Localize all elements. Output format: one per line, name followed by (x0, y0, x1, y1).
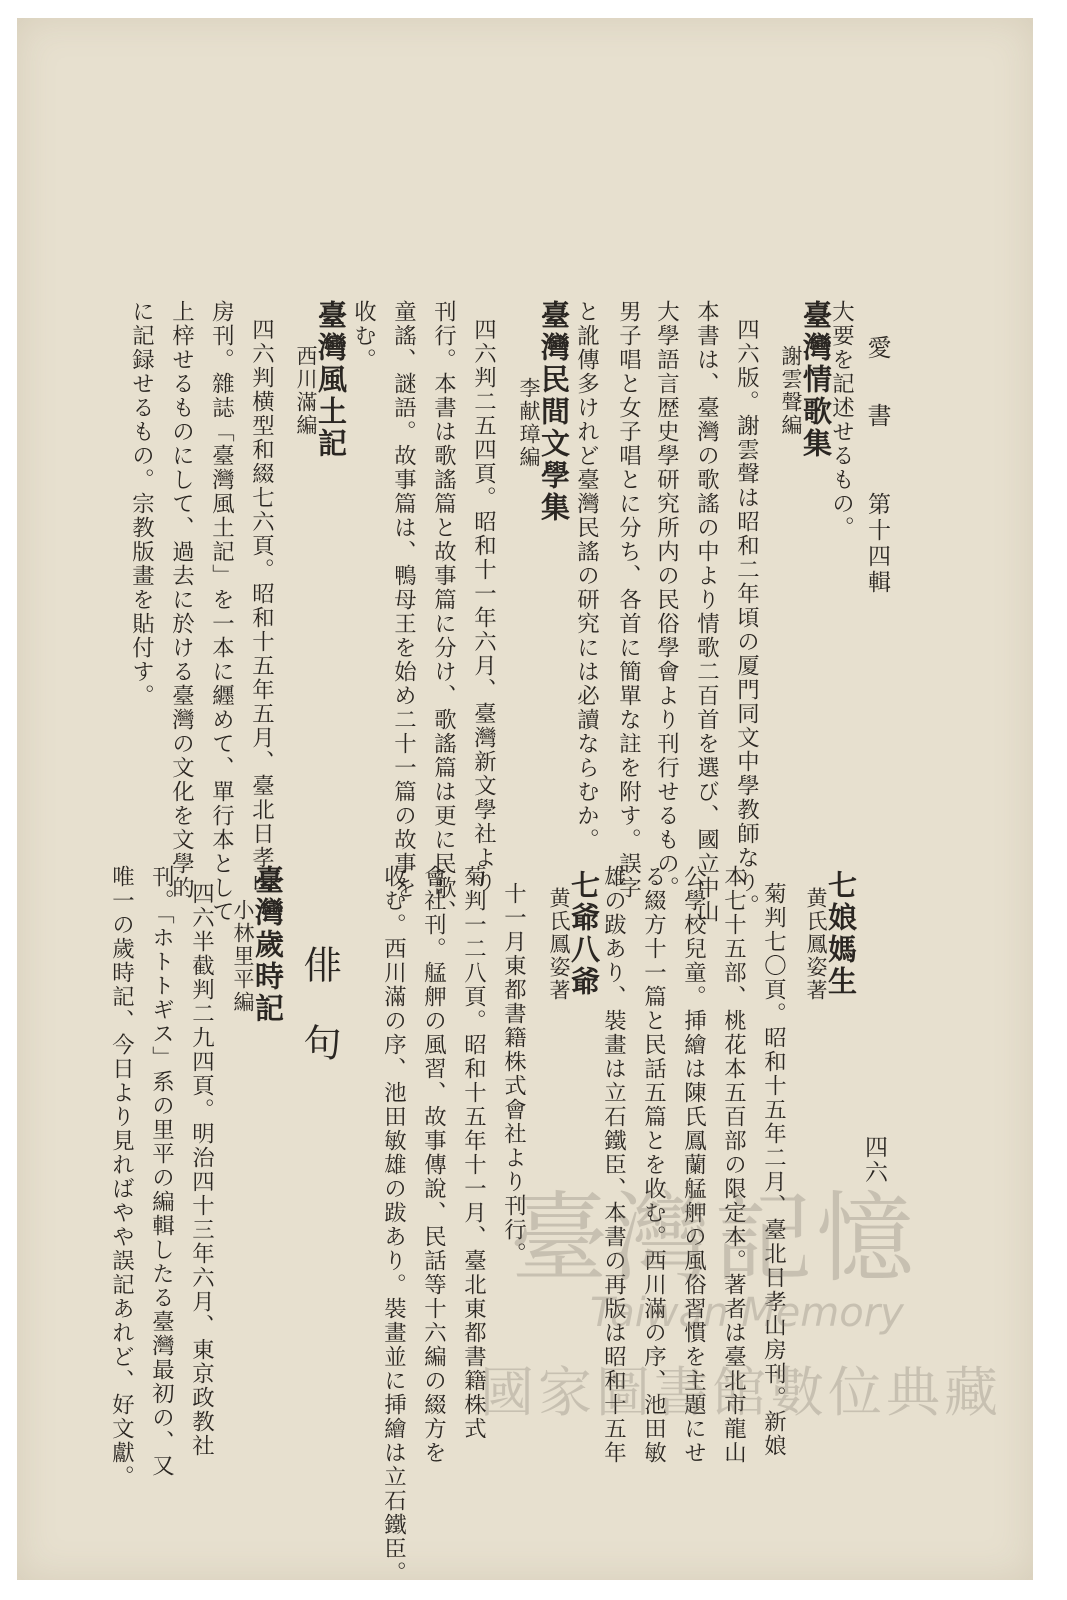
entry-title: 臺灣風土記 (314, 300, 348, 460)
upper-col-9: 收む。 (350, 300, 377, 372)
upper-col-10: 四六判横型和綴七六頁。昭和十五年五月、臺北日孝山 (248, 318, 275, 894)
entry-author: 李献璋編 (517, 377, 541, 469)
entry-author: 黄氏鳳姿著 (547, 887, 571, 1002)
entry-author: 黄氏鳳姿著 (804, 887, 828, 1002)
lower-col-10: 刊。「ホトトギス」系の里平の編輯したる臺灣最初の、又 (148, 865, 175, 1478)
upper-col-6: 四六判二五四頁。昭和十一年六月、臺灣新文學社より (470, 318, 497, 894)
upper-col-8: 童謠、謎語。故事篇は、鴨母王を始め二十一篇の故事を (390, 300, 417, 900)
lower-col-9: 四六半截判二九四頁。明治四十三年六月、東京政教社 (188, 882, 215, 1458)
entry-heading (294, 300, 348, 460)
upper-col-11: 房刊。雜誌「臺灣風土記」を一本に纒めて、單行本として (208, 300, 235, 924)
upper-col-5: と訛傳多けれど臺灣民謠の研究には必讀ならむか。 (573, 300, 600, 852)
upper-col-1: 四六版。謝雲聲は昭和二年頃の厦門同文中學教師なり。 (733, 318, 760, 918)
upper-col-0: 大要を記述せるもの。 (828, 300, 855, 540)
entry-author: 謝雲聲編 (779, 345, 803, 437)
running-header: 愛 書 (863, 335, 891, 435)
lower-col-2: 公學校兒童。挿繪は陳氏鳳蘭艋舺の風俗習慣を主題にせ (680, 865, 707, 1465)
lower-col-8: 收む。西川滿の序、池田敏雄の跋あり。裝畫並に挿繪は立石鐵臣。 (380, 865, 407, 1585)
entry-heading (517, 300, 571, 524)
lower-col-7: 會社刊。艋舺の風習、故事傳說、民話等十六編の綴方を (420, 865, 447, 1465)
entry-title: 臺灣民間文學集 (537, 300, 571, 524)
entry-title: 七娘媽生 (824, 869, 858, 998)
watermark-english: Taiwan Memory (590, 1290, 904, 1336)
upper-col-3: 大學語言歴史學研究所内の民俗學會より刊行せるもの。 (653, 300, 680, 900)
watermark-institution: 國家圖書館數位典藏 (480, 1361, 1002, 1424)
upper-col-7: 刊行。本書は歌謠篇と故事篇に分け、歌謠篇は更に民歌、 (430, 300, 457, 924)
entry-heading (547, 865, 601, 1002)
lower-col-6: 菊判一二八頁。昭和十五年十一月、臺北東都書籍株式 (460, 865, 487, 1441)
entry-heading (779, 300, 833, 460)
lower-col-1: 本七十五部、桃花本五百部の限定本。著者は臺北市龍山 (720, 865, 747, 1465)
section-heading: 俳句 (297, 945, 341, 1101)
entry-heading (231, 865, 285, 1025)
lower-col-5: 十一月東都書籍株式會社より刊行。 (500, 882, 527, 1266)
entry-author: 西川滿編 (294, 345, 318, 437)
entry-title: 臺灣歲時記 (251, 865, 285, 1025)
library-watermark (470, 1160, 1002, 1440)
lower-col-4: 雄の跋あり、裝畫は立石鐵臣、本書の再版は昭和十五年 (600, 865, 627, 1465)
upper-col-12: 上梓せるものにして、過去に於ける臺灣の文化を文學的 (168, 300, 195, 900)
upper-col-2: 本書は、臺灣の歌謠の中より情歌二百首を選び、國立中山 (693, 300, 720, 924)
watermark-title: 臺灣記憶 (510, 1182, 919, 1296)
entry-title: 臺灣情歌集 (799, 300, 833, 460)
page-number: 四六 (861, 1135, 887, 1185)
volume-label: 第十四輯 (864, 492, 890, 596)
lower-col-3: る綴方十一篇と民話五篇とを收む。西川滿の序、池田敏 (640, 865, 667, 1465)
entry-heading (804, 865, 858, 1002)
upper-col-4: 男子唱と女子唱とに分ち、各首に簡單な註を附す。誤字 (615, 300, 642, 900)
upper-col-13: に記録せるもの。宗教版畫を貼付す。 (128, 300, 155, 708)
entry-author: 小林里平編 (231, 898, 255, 1014)
entry-title: 七爺八爺 (567, 869, 601, 998)
lower-col-11: 唯一の歲時記、今日より見ればやや誤記あれど、好文獻。 (108, 865, 135, 1489)
lower-col-0: 菊判七〇頁。昭和十五年二月、臺北日孝山房刊。新娘 (760, 882, 787, 1458)
